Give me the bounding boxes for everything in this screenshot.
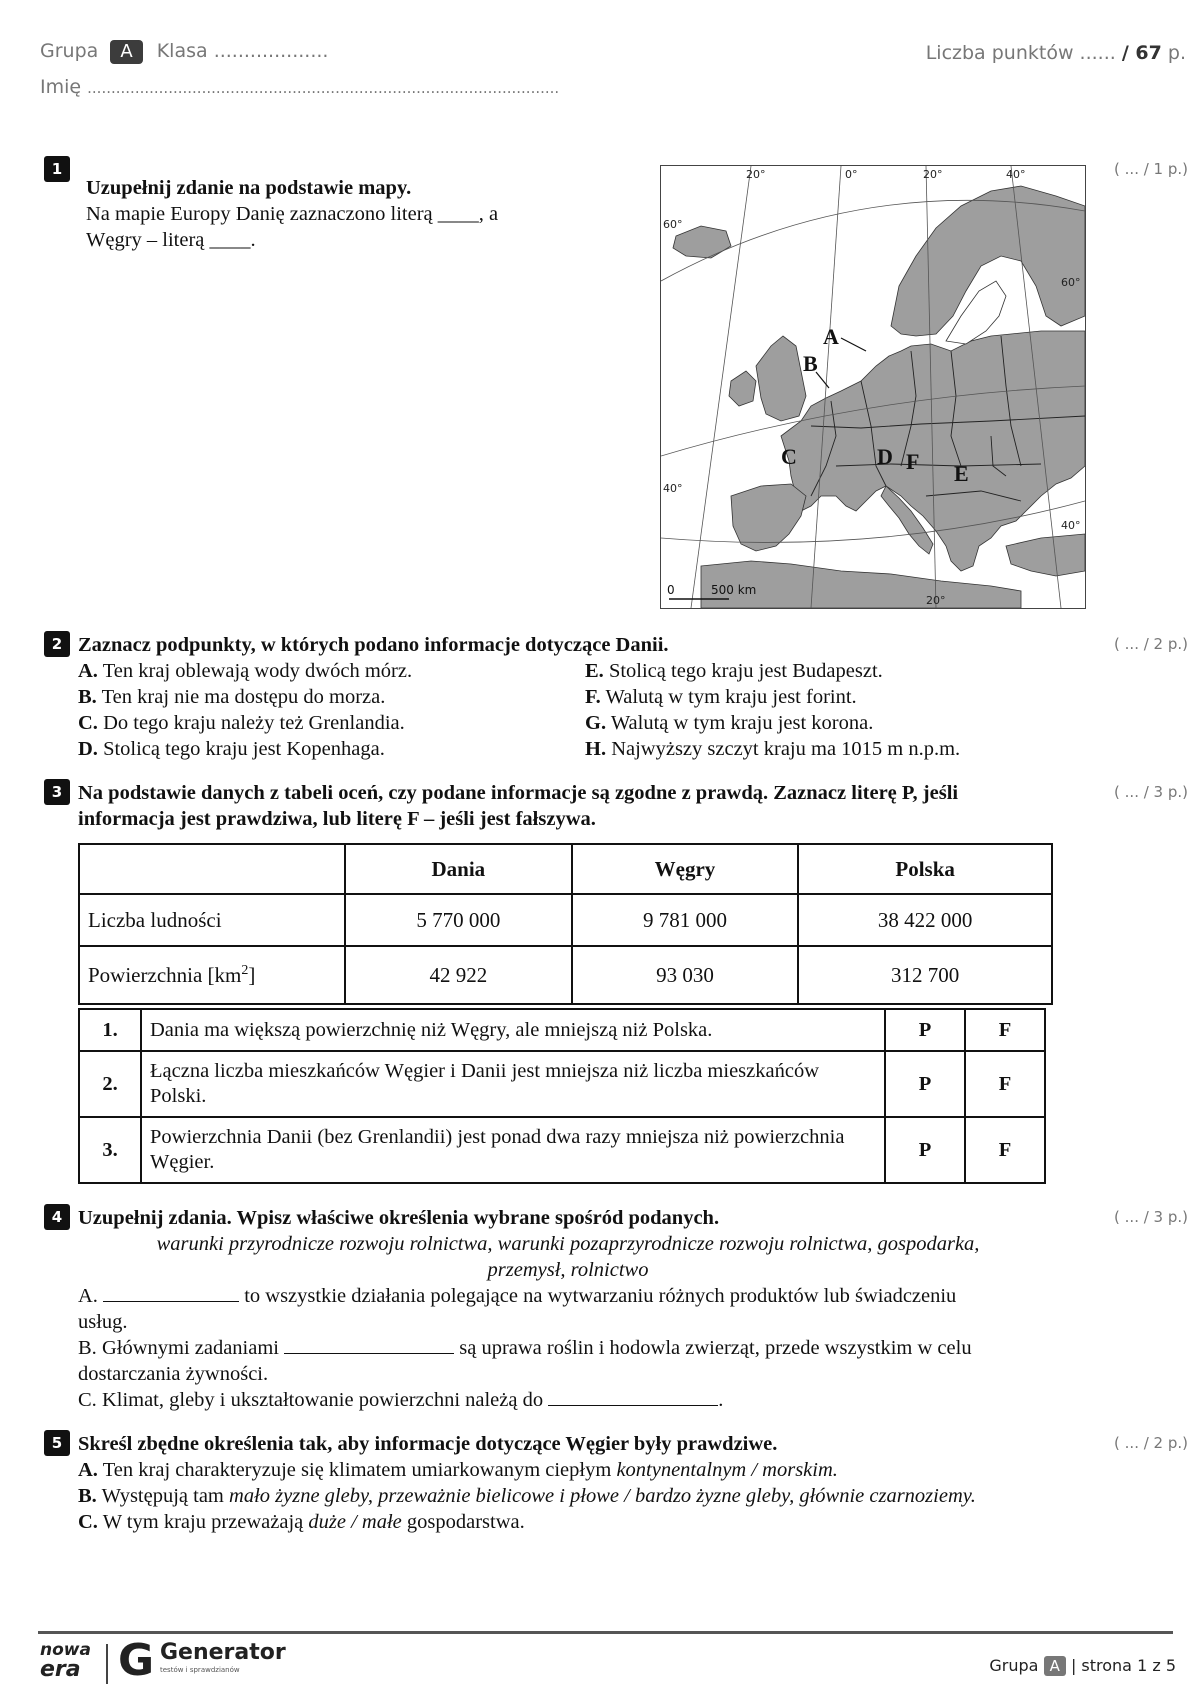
statement-row [79,1117,1045,1183]
option-f[interactable] [585,684,1085,710]
word-bank-line1: warunki przyrodnicze rozwoju rolnictwa, warunki pozaprzyrodnicze rozwoju rolnictwa, gospodarka, [156,1233,980,1255]
option-h[interactable] [585,736,1085,762]
statement-number: 1. [79,1009,141,1051]
iberia-shape [731,484,806,551]
table-cell: 5 770 000 [345,894,572,946]
area-label: Powierzchnia [km [88,962,242,987]
task-5-points: ( ... / 2 p.) [1114,1434,1188,1452]
table-header-row [79,844,1052,894]
answer-p[interactable]: P [885,1009,965,1051]
generator-g-icon: G [118,1635,155,1686]
item-a-text: to wszystkie działania polegające na wytwarzaniu różnych produktów lub świadczeniu [244,1285,957,1307]
task-4-number: 4 [44,1204,70,1230]
option-letter: A. [78,660,98,682]
points-field[interactable]: ...... [1079,42,1116,64]
word-bank-line2: przemysł, rolnictwo [487,1259,649,1281]
task-2-title: Zaznacz podpunkty, w których podano informacje dotyczące Danii. [78,634,669,656]
ireland-shape [729,371,756,406]
answer-p[interactable]: P [885,1051,965,1117]
option-e[interactable] [585,658,1085,684]
europe-map-drawing [661,166,1085,608]
option-g[interactable] [585,710,1085,736]
footer-divider [38,1631,1173,1634]
area-sup: 2 [241,962,249,978]
option-letter: C. [78,712,98,734]
task-2-title-row [78,632,1028,658]
map-label-a: A [823,324,839,349]
scale-label: 500 km [711,583,757,597]
table-header-wegry: Węgry [572,844,799,894]
points-label: Liczba punktów [925,42,1074,64]
mainland-shape [781,331,1085,571]
item-b-text: Występują tam [101,1485,224,1507]
map-label-f: F [906,449,920,474]
task-1-title: Uzupełnij zdanie na podstawie mapy. [86,177,412,199]
task-1-points: ( ... / 1 p.) [1114,160,1188,178]
map-label-e: E [954,461,969,486]
item-c-text: W tym kraju przeważają [102,1511,304,1533]
map-label-d: D [877,444,893,469]
item-a-letter: A. [78,1459,98,1481]
answer-f[interactable]: F [965,1009,1045,1051]
task-5-title: Skreśl zbędne określenia tak, aby informacje dotyczące Węgier były prawdziwe. [78,1433,778,1455]
class-field[interactable]: ................... [213,40,329,62]
item-b-letter: B. [78,1337,97,1359]
graticule-label: 20° [746,168,766,181]
option-a[interactable] [78,658,578,684]
asia-minor-shape [1006,534,1085,576]
europe-map [660,165,1086,609]
points-unit: p. [1167,42,1186,64]
true-false-table [78,1008,1046,1184]
item-a-choices[interactable]: kontynentalnym / morskim. [616,1459,838,1481]
item-b-choices[interactable]: mało żyzne gleby, przeważnie bielicowe i płowe / bardzo żyzne gleby, głównie czarnoziemy. [229,1485,976,1507]
option-letter: F. [585,686,601,708]
option-text: Walutą w tym kraju jest korona. [610,712,874,734]
task-3-number: 3 [44,779,70,805]
header-group-row [40,40,328,64]
blank-b[interactable] [284,1335,454,1354]
graticule-label: 40° [1061,519,1081,532]
task-1-body [86,175,646,253]
task-4-points: ( ... / 3 p.) [1114,1208,1188,1226]
graticule-label: 60° [663,218,683,231]
option-letter: E. [585,660,604,682]
task-3-title-line1: Na podstawie danych z tabeli oceń, czy podane informacje są zgodne z prawdą. Zaznacz literę P, jeśli [78,782,959,804]
task-5-number: 5 [44,1430,70,1456]
points-total: / 67 [1121,42,1162,64]
graticule-label: 20° [926,594,946,607]
option-text: Do tego kraju należy też Grenlandia. [103,712,405,734]
task-1-line1[interactable]: Na mapie Europy Danię zaznaczono literą ____, a [86,203,499,225]
graticule-label: 60° [1061,276,1081,289]
option-text: Stolicą tego kraju jest Budapeszt. [608,660,883,682]
table-header-dania: Dania [345,844,572,894]
footer-group-badge: A [1044,1656,1066,1676]
item-c-end: . [718,1389,724,1411]
task-2-left-options [78,658,578,762]
scale-zero: 0 [667,583,675,597]
map-label-b: B [803,351,818,376]
option-letter: H. [585,738,607,760]
task-2-right-options [585,658,1085,762]
group-badge: A [110,40,142,64]
task-1-line2[interactable]: Węgry – literą ____. [86,229,256,251]
country-data-table [78,843,1053,1005]
table-cell: 38 422 000 [798,894,1052,946]
table-row [79,894,1052,946]
item-b-pre: Głównymi zadaniami [101,1337,279,1359]
header-points [926,42,1186,64]
graticule-line [811,166,841,608]
logo-separator [106,1644,108,1684]
table-cell: 312 700 [798,946,1052,1004]
footer-group-label: Grupa [989,1656,1039,1675]
answer-f[interactable]: F [965,1117,1045,1183]
item-a-text: Ten kraj charakteryzuje się klimatem umiarkowanym ciepłym [102,1459,612,1481]
option-text: Ten kraj oblewają wody dwóch mórz. [102,660,413,682]
item-a-text2: usług. [78,1311,128,1333]
table-row-label [79,946,345,1004]
blank-a[interactable] [103,1283,239,1302]
generator-subtitle: testów i sprawdzianów [160,1666,240,1674]
item-c-choices[interactable]: duże / małe [308,1511,402,1533]
table-row-label: Liczba ludności [79,894,345,946]
logo-era: era [40,1657,81,1682]
item-b-post: są uprawa roślin i hodowla zwierząt, przede wszystkim w celu [459,1337,972,1359]
great-britain-shape [756,336,806,421]
table-cell: 9 781 000 [572,894,799,946]
area-label-close: ] [248,962,256,987]
item-a-letter: A. [78,1285,98,1307]
table-cell: 42 922 [345,946,572,1004]
option-text: Stolicą tego kraju jest Kopenhaga. [103,738,385,760]
option-text: Walutą w tym kraju jest forint. [605,686,857,708]
task-2-points: ( ... / 2 p.) [1114,635,1188,653]
item-c-text: Klimat, gleby i ukształtowanie powierzchni należą do [101,1389,544,1411]
option-text: Ten kraj nie ma dostępu do morza. [101,686,386,708]
statement-number: 3. [79,1117,141,1183]
task-4-title: Uzupełnij zdania. Wpisz właściwe określenia wybrane spośród podanych. [78,1207,720,1229]
answer-p[interactable]: P [885,1117,965,1183]
option-b[interactable] [78,684,578,710]
statement-number: 2. [79,1051,141,1117]
option-text: Najwyższy szczyt kraju ma 1015 m n.p.m. [611,738,961,760]
task-1-number: 1 [44,156,70,182]
footer-page-info [989,1656,1176,1676]
task-3-points: ( ... / 3 p.) [1114,783,1188,801]
item-c-letter: C. [78,1389,97,1411]
name-field[interactable]: ................................................................................................... [87,79,560,97]
task-4-body [78,1205,1058,1413]
map-label-c: C [781,444,797,469]
statement-text: Powierzchnia Danii (bez Grenlandii) jest ponad dwa razy mniejsza niż powierzchnia Węgier. [141,1117,885,1183]
task-5-body [78,1431,1158,1535]
graticule-label: 40° [663,482,683,495]
item-b-text2: dostarczania żywności. [78,1363,269,1385]
option-letter: B. [78,686,97,708]
item-c-end: gospodarstwa. [406,1511,525,1533]
option-letter: G. [585,712,607,734]
table-cell: 93 030 [572,946,799,1004]
class-label: Klasa [156,40,208,62]
graticule-label: 40° [1006,168,1026,181]
item-b-letter: B. [78,1485,97,1507]
header-name-row [40,76,559,98]
statement-text: Dania ma większą powierzchnię niż Węgry, ale mniejszą niż Polska. [141,1009,885,1051]
generator-name: Generator [160,1640,286,1665]
option-letter: D. [78,738,98,760]
map-pointer-a [841,338,866,351]
footer-page-number: | strona 1 z 5 [1070,1656,1176,1675]
nowa-era-logo [40,1641,96,1687]
item-c-letter: C. [78,1511,98,1533]
table-header-polska: Polska [798,844,1052,894]
graticule-label: 20° [923,168,943,181]
group-label: Grupa [40,40,99,62]
graticule-label: 0° [845,168,858,181]
name-label: Imię [40,76,82,98]
statement-row [79,1009,1045,1051]
task-2-number: 2 [44,631,70,657]
task-3-title-line2: informacja jest prawdziwa, lub literę F – jeśli jest fałszywa. [78,808,596,830]
generator-logo [160,1641,286,1675]
answer-f[interactable]: F [965,1051,1045,1117]
task-3-title [78,780,1078,832]
table-header-empty [79,844,345,894]
blank-c[interactable] [548,1387,718,1406]
option-c[interactable] [78,710,578,736]
statement-row [79,1051,1045,1117]
table-row [79,946,1052,1004]
option-d[interactable] [78,736,578,762]
logo-nowa: nowa [40,1640,91,1660]
statement-text: Łączna liczba mieszkańców Węgier i Danii jest mniejsza niż liczba mieszkańców Polski. [141,1051,885,1117]
